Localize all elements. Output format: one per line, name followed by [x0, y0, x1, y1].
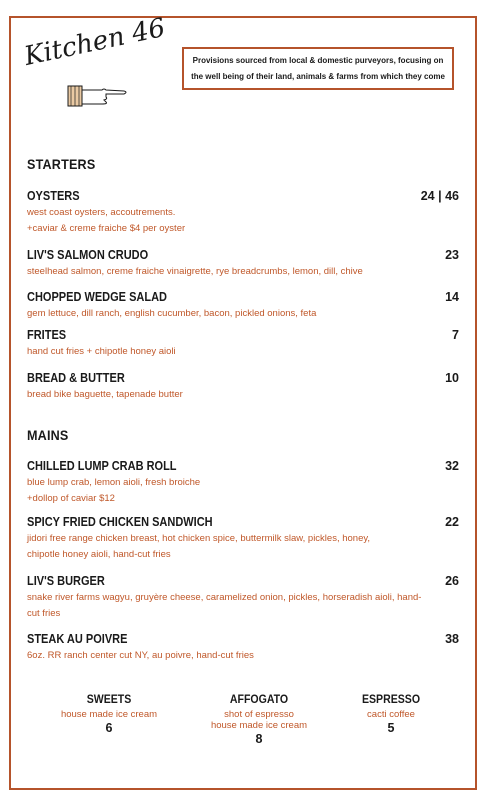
- item-name: LIV'S BURGER: [27, 574, 105, 588]
- extra-sweets: [44, 692, 174, 735]
- extra-name: ESPRESSO: [361, 692, 421, 706]
- item-name: BREAD & BUTTER: [27, 371, 125, 385]
- description-line: chipotle honey aioli, hand-cut fries: [27, 549, 171, 560]
- item-description: [27, 590, 459, 622]
- item-price: 32: [445, 459, 459, 473]
- extra-espresso: [326, 692, 456, 735]
- item-price: 10: [445, 371, 459, 385]
- item-name: OYSTERS: [27, 189, 80, 203]
- menu-item-frites: [27, 328, 459, 360]
- menu-item-salmon-crudo: [27, 248, 459, 280]
- menu-item-bread-butter: [27, 371, 459, 403]
- item-description: [27, 531, 459, 563]
- extra-price: 6: [105, 721, 113, 735]
- kitchen46-logo: [21, 12, 168, 112]
- description-line: bread bike baguette, tapenade butter: [27, 389, 183, 400]
- pointing-hand-icon: [66, 82, 130, 110]
- description-line: 6oz. RR ranch center cut NY, au poivre, hand-cut fries: [27, 650, 254, 661]
- extra-description: cacti coffee: [367, 709, 415, 720]
- item-description: [27, 306, 459, 322]
- item-price: 38: [445, 632, 459, 646]
- extra-description: [194, 709, 324, 731]
- extra-description: house made ice cream: [60, 709, 158, 720]
- extra-name: SWEETS: [86, 692, 132, 706]
- description-line: gem lettuce, dill ranch, english cucumber, bacon, pickled onions, feta: [27, 308, 317, 319]
- description-line: jidori free range chicken breast, hot chicken spice, buttermilk slaw, pickles, honey,: [27, 533, 371, 544]
- item-price: 22: [445, 515, 459, 529]
- description-line: +caviar & creme fraiche $4 per oyster: [27, 223, 186, 234]
- extra-affogato: [194, 692, 324, 746]
- item-price: 24 | 46: [420, 189, 459, 203]
- description-line: cut fries: [27, 608, 61, 619]
- description-line: steelhead salmon, creme fraiche vinaigrette, rye breadcrumbs, lemon, dill, chive: [27, 266, 363, 277]
- extra-price: 5: [387, 721, 395, 735]
- extra-name: AFFOGATO: [229, 692, 289, 706]
- menu-item-wedge-salad: [27, 290, 459, 322]
- description-line: house made ice cream: [210, 720, 308, 731]
- item-name: CHOPPED WEDGE SALAD: [27, 290, 167, 304]
- menu-item-oysters: [27, 189, 459, 237]
- menu-border: [9, 16, 477, 790]
- extra-price: 8: [255, 732, 263, 746]
- starters-heading: STARTERS: [27, 156, 96, 172]
- item-name: SPICY FRIED CHICKEN SANDWICH: [27, 515, 213, 529]
- description-line: shot of espresso: [224, 709, 294, 720]
- logo-text: Kitchen 46: [21, 12, 168, 72]
- description-line: +dollop of caviar $12: [27, 493, 115, 504]
- item-description: [27, 205, 459, 237]
- item-description: [27, 264, 459, 280]
- menu-item-chicken-sandwich: [27, 515, 459, 563]
- item-description: [27, 475, 459, 507]
- item-description: [27, 387, 459, 403]
- menu-item-steak-au-poivre: [27, 632, 459, 664]
- item-description: [27, 344, 459, 360]
- menu-item-crab-roll: [27, 459, 459, 507]
- menu-item-livs-burger: [27, 574, 459, 622]
- description-line: snake river farms wagyu, gruyère cheese, caramelized onion, pickles, horseradish aioli, hand-: [27, 592, 422, 603]
- item-name: LIV'S SALMON CRUDO: [27, 248, 149, 262]
- item-price: 14: [445, 290, 459, 304]
- item-price: 23: [445, 248, 459, 262]
- mains-heading: MAINS: [27, 427, 69, 443]
- item-price: 26: [445, 574, 459, 588]
- description-line: blue lump crab, lemon aioli, fresh broiche: [27, 477, 201, 488]
- item-name: FRITES: [27, 328, 67, 342]
- item-name: CHILLED LUMP CRAB ROLL: [27, 459, 177, 473]
- item-description: [27, 648, 459, 664]
- tagline-box: Provisions sourced from local & domestic purveyors, focusing on the well being of their land, animals & farms from which they come: [182, 47, 454, 90]
- description-line: hand cut fries + chipotle honey aioli: [27, 346, 176, 357]
- description-line: west coast oysters, accoutrements.: [27, 207, 176, 218]
- item-name: STEAK AU POIVRE: [27, 632, 128, 646]
- item-price: 7: [452, 328, 459, 342]
